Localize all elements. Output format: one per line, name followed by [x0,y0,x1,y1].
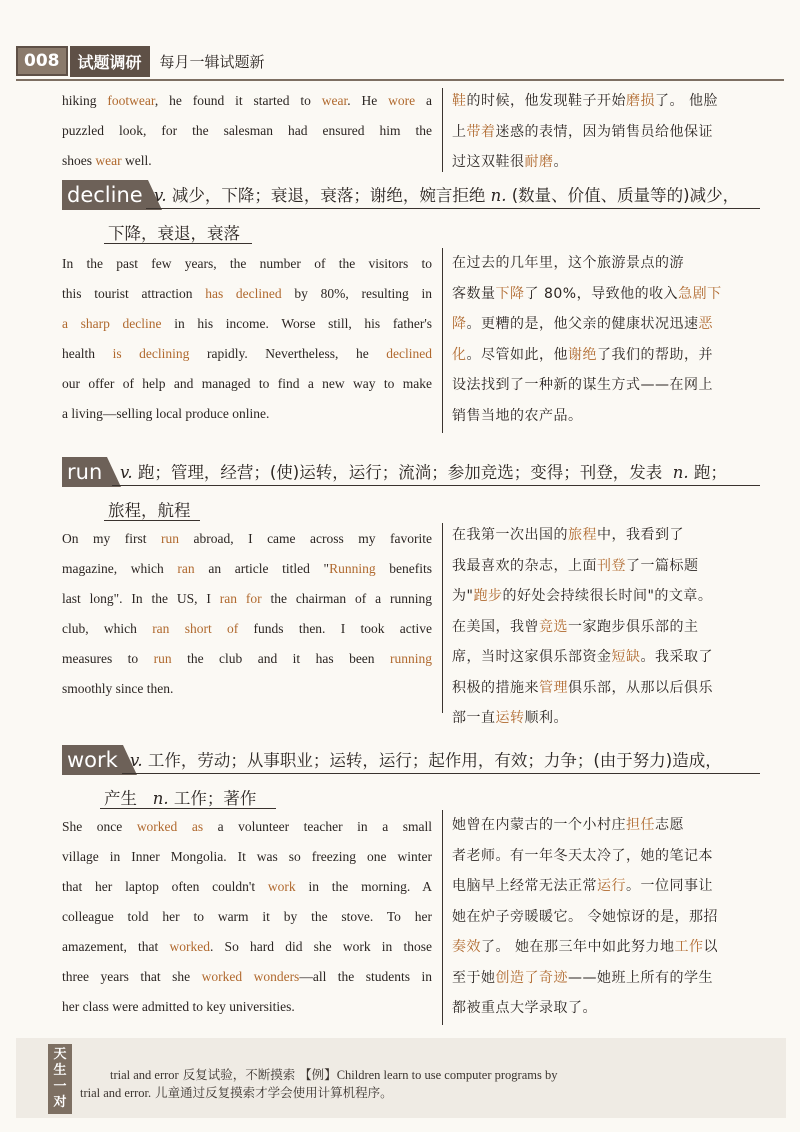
english-line [62,644,432,674]
text-segment: 上 [452,123,467,140]
highlighted-term: worked as [136,819,204,834]
text-segment: hiking [62,93,108,108]
english-line [62,249,432,279]
text-segment: shoes [62,153,96,168]
highlighted-term: declined [386,346,432,361]
column-divider [442,523,443,713]
text-segment: benefits [375,561,432,576]
chinese-line [452,147,752,178]
text-segment: 了 80%，导致他的收入 [524,285,679,302]
chinese-line [452,993,752,1024]
english-line [62,399,432,429]
highlighted-term: work [267,879,296,894]
english-line [62,369,432,399]
text-segment: 设法找到了一种新的谋生方式——在网上 [452,377,713,393]
text-segment: this tourist attraction [62,286,206,301]
text-segment: , he found it started to [154,93,322,108]
entry-chinese-text [452,248,752,431]
highlighted-term: 刊登 [597,557,626,574]
text-segment: club, which [62,621,153,636]
highlighted-term: ran [177,561,195,576]
highlighted-term: 工作 [674,939,704,955]
english-line [62,146,432,176]
footer-tag: 天 生 一 对 [48,1044,72,1114]
chinese-line [452,279,752,310]
definition-rule [104,520,200,521]
highlighted-term: 创造了奇迹 [495,969,568,986]
chinese-line [452,810,752,841]
highlighted-term: 带着 [466,123,496,140]
chinese-line [452,871,752,902]
text-segment: ——她班上所有的学生 [568,969,713,986]
text-segment: our offer of help and managed to find a new way to make [62,376,432,391]
highlighted-term: 管理 [539,679,568,696]
text-segment: a living—selling local produce online. [62,406,270,421]
english-line [62,554,432,584]
column-divider [442,88,443,172]
highlighted-term: footwear [107,93,155,108]
text-segment: by 80%, resulting in [281,286,432,301]
text-segment: well. [121,153,152,168]
english-line [62,962,432,992]
english-line [62,842,432,872]
text-segment: 志愿 [655,817,684,833]
text-segment: 了。 他脸 [655,93,718,109]
highlighted-term: 运行 [597,878,626,894]
highlighted-term: running [390,651,432,666]
entry-work [62,745,760,808]
highlighted-term: ran short of [152,621,239,636]
text-segment: 的时候，他发现鞋子开始 [466,93,626,109]
text-segment: 。我采取了 [640,649,713,665]
chinese-line [452,932,752,963]
english-line [62,614,432,644]
definition-line-1: v. 减少，下降；衰退，衰落；谢绝，婉言拒绝 n. (数量、价值、质量等的)减少， [154,186,740,205]
highlighted-term: worked wonders [201,969,300,984]
text-segment: rapidly. Nevertheless, he [189,346,387,361]
text-segment: smoothly since then. [62,681,174,696]
definition-line-2: 产生 n. 工作；著作 [104,789,257,808]
highlighted-term: has declined [205,286,282,301]
highlighted-term: run [153,651,172,666]
definition-rule [100,808,276,809]
text-segment: 了我们的帮助，并 [597,346,713,363]
highlighted-term: 恶 [698,316,713,332]
english-line [62,872,432,902]
text-segment: 。 [553,154,568,170]
chinese-line [452,340,752,371]
text-segment: the club and it has been [171,651,390,666]
text-segment: village in Inner Mongolia. It was so freezing one winter [62,849,432,864]
text-segment: —all the students in [299,969,432,984]
chinese-line [452,520,752,551]
entry-english-text [62,524,432,704]
english-line [62,279,432,309]
definition-rule [112,485,760,486]
entry-run [62,457,760,520]
text-segment: 部一直 [452,710,496,726]
definition-rule [146,208,760,209]
text-segment: 。更糟的是，他父亲的健康状况迅速 [466,316,699,332]
text-segment: 俱乐部，从那以后俱乐 [568,679,713,696]
text-segment: 积极的措施来 [452,679,539,696]
text-segment: 她在炉子旁暖暖它。 令她惊讶的是，那招 [452,908,718,925]
chinese-line [452,117,752,148]
chinese-line [452,612,752,643]
text-segment: 了一篇标题 [626,557,699,574]
text-segment: her class were admitted to key universities. [62,999,295,1014]
text-segment: abroad, I came across my favorite [178,531,432,546]
text-segment: 顺利。 [524,710,568,726]
column-divider [442,810,443,1025]
chinese-line [452,841,752,872]
entry-word: work [62,745,123,775]
header-divider [16,79,784,81]
text-segment: health [62,346,113,361]
highlighted-term: wear [95,153,122,168]
chinese-line [452,581,752,612]
english-line [62,932,432,962]
footer-text: trial and error 反复试验，不断摸索 【例】Children learn to use computer programs by trial and error. 儿童通过反复摸索才学会使用计算机程序。 [80,1067,558,1100]
text-segment: 销售当地的农产品。 [452,407,583,424]
text-segment: funds then. I took active [238,621,433,636]
english-line [62,309,432,339]
english-line [62,339,432,369]
text-segment: In the past few years, the number of the visitors to [62,256,432,271]
text-segment: 以 [703,939,718,955]
text-segment: 在过去的几年里，这个旅游景点的游 [452,255,684,271]
section-tag: 试题调研 [70,46,150,77]
text-segment: a volunteer teacher in a small [203,819,433,834]
header-subtitle: 每月一辑试题新 [159,52,265,71]
page-number: 008 [16,46,68,76]
entry-chinese-text [452,810,752,1024]
text-segment: On my first [62,531,161,546]
highlighted-term: 跑步 [473,588,503,604]
text-segment: 电脑早上经常无法正常 [452,878,597,894]
text-segment: . He [347,93,389,108]
entry-word: run [62,457,107,487]
text-segment: 过这双鞋很 [452,154,525,170]
text-segment: 为" [452,588,474,604]
chinese-line [452,642,752,673]
text-segment: amazement, that [62,939,170,954]
text-segment: 我最喜欢的杂志，上面 [452,557,597,574]
highlighted-term: 降 [452,316,467,332]
top-chinese-text [452,86,752,178]
text-segment: 至于她 [452,969,496,986]
text-segment: 的好处会持续很长时间"的文章。 [502,588,713,604]
highlighted-term: 旅程 [568,527,597,543]
text-segment: 者老师。有一年冬天太冷了，她的笔记本 [452,847,713,864]
chinese-line [452,673,752,704]
text-segment: 一家跑步俱乐部的主 [568,618,699,635]
text-segment: 都被重点大学录取了。 [452,1000,597,1016]
english-line [62,116,432,146]
highlighted-term: wear [321,93,348,108]
text-segment: She once [62,819,137,834]
text-segment: the chairman of a running [261,591,432,606]
text-segment: 客数量 [452,285,496,302]
chinese-line [452,551,752,582]
column-divider [442,248,443,433]
text-segment: 在美国，我曾 [452,618,539,635]
definition-line-2: 下降，衰退，衰落 [108,224,240,243]
entry-chinese-text [452,520,752,734]
definition-line-1: v. 跑；管理，经营；(使)运转，运行；流淌；参加竞选；变得；刊登，发表 n. 跑； [120,463,727,482]
highlighted-term: run [160,531,179,546]
text-segment: an article titled " [194,561,330,576]
text-segment: 中，我看到了 [597,527,684,543]
text-segment: a [415,93,432,108]
english-line [62,812,432,842]
definition-rule [104,243,252,244]
highlighted-term: 化 [452,346,467,363]
highlighted-term: ran for [219,591,262,606]
highlighted-term: worked [169,939,210,954]
highlighted-term: 急剧下 [678,285,722,302]
chinese-line [452,401,752,432]
chinese-line [452,963,752,994]
chinese-line [452,902,752,933]
english-line [62,902,432,932]
definition-line-1: v. 工作，劳动；从事职业；运转，运行；起作用，有效；力争；(由于努力)造成， [130,751,722,770]
top-english-text [62,86,432,176]
highlighted-term: is declining [112,346,190,361]
text-segment: 了。 她在那三年中如此努力地 [481,939,675,955]
text-segment: . So hard did she work in those [209,939,432,954]
highlighted-term: 鞋 [452,93,467,109]
chinese-line [452,703,752,734]
text-segment: in his income. Worse still, his father's [161,316,432,331]
definition-rule [122,773,760,774]
entry-english-text [62,249,432,429]
english-line [62,584,432,614]
highlighted-term: 磨损 [626,93,655,109]
english-line [62,524,432,554]
entry-english-text [62,812,432,1022]
highlighted-term: 担任 [626,817,655,833]
text-segment: 。一位同事让 [626,878,713,894]
english-line [62,86,432,116]
highlighted-term: 短缺 [611,649,641,665]
definition-line-2: 旅程，航程 [108,501,191,520]
chinese-line [452,86,752,117]
text-segment: puzzled look, for the salesman had ensured him the [62,123,432,138]
text-segment: 。尽管如此，他 [466,346,568,363]
chinese-line [452,309,752,340]
text-segment: last long". In the US, I [62,591,220,606]
highlighted-term: a sharp decline [62,316,162,331]
text-segment: 席，当时这家俱乐部资金 [452,649,612,665]
text-segment: that her laptop often couldn't [62,879,268,894]
chinese-line [452,248,752,279]
text-segment: magazine, which [62,561,178,576]
highlighted-term: 谢绝 [568,346,597,363]
text-segment: three years that she [62,969,202,984]
text-segment: in the morning. A [295,879,433,894]
highlighted-term: wore [388,93,416,108]
entry-word: decline [62,180,148,210]
highlighted-term: 竞选 [539,618,568,635]
english-line [62,674,432,704]
highlighted-term: 奏效 [452,939,481,955]
text-segment: 迷惑的表情，因为销售员给他保证 [495,123,713,140]
page-header [16,46,265,76]
highlighted-term: 下降 [495,285,525,302]
highlighted-term: Running [329,561,376,576]
chinese-line [452,370,752,401]
english-line [62,992,432,1022]
text-segment: colleague told her to warm it by the stove. To her [62,909,432,924]
text-segment: 她曾在内蒙古的一个小村庄 [452,817,626,833]
highlighted-term: 耐磨 [524,154,554,170]
highlighted-term: 运转 [495,710,525,726]
text-segment: 在我第一次出国的 [452,527,568,543]
text-segment: measures to [62,651,154,666]
